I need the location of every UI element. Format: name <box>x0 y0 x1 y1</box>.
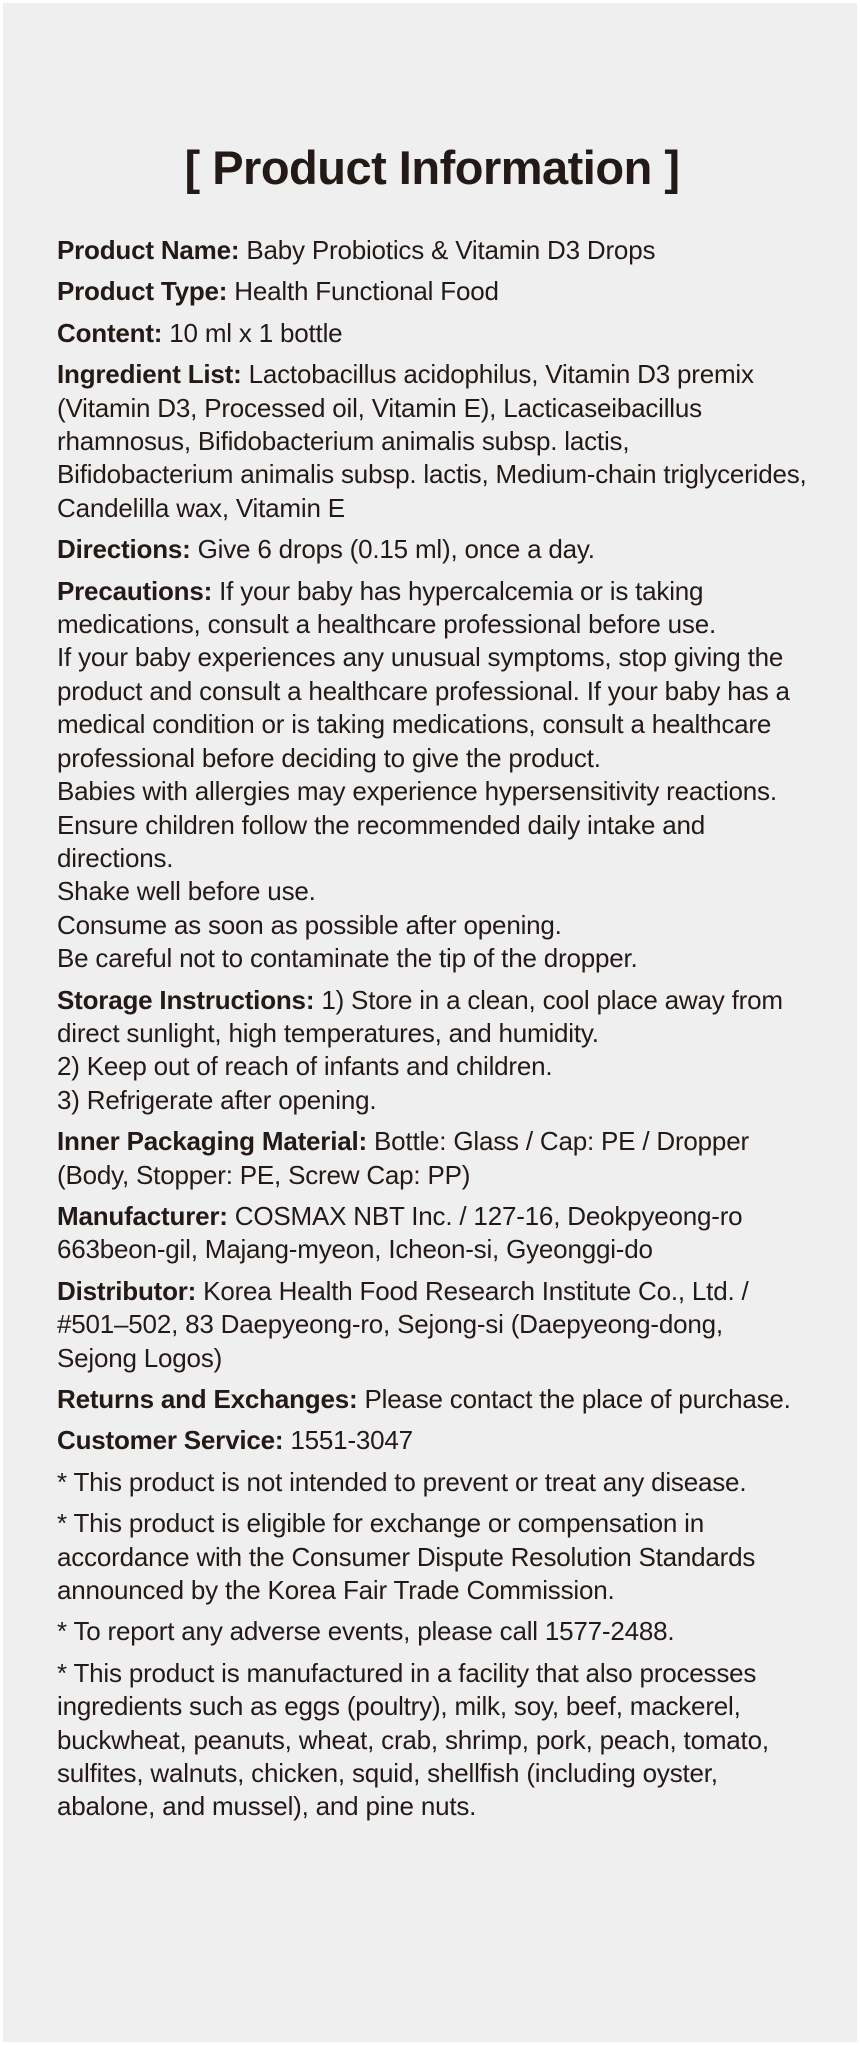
precautions-line: Consume as soon as possible after opening. <box>57 909 562 940</box>
inner-packaging-label: Inner Packaging Material: <box>57 1126 367 1157</box>
content-value: 10 ml x 1 bottle <box>169 317 343 348</box>
note: * This product is eligible for exchange or compensation in accordance with the Consumer Dispute Resolution Standards announced by the Korea Fair Trade Commission. <box>57 1508 756 1606</box>
directions-label: Directions: <box>57 534 191 565</box>
precautions-line: Shake well before use. <box>57 876 316 907</box>
distributor-value: Korea Health Food Research Institute Co., Ltd. / #501–502, 83 Daepyeong-ro, Sejong-si (Daepyeong-dong, Sejong Logos) <box>57 1275 749 1373</box>
note: * This product is not intended to prevent or treat any disease. <box>57 1466 747 1497</box>
product-type-label: Product Type: <box>57 276 228 307</box>
content-label: Content: <box>57 317 163 348</box>
customer-service-row <box>57 1424 807 1457</box>
inner-packaging-value: Bottle: Glass / Cap: PE / Dropper (Body, Stopper: PE, Screw Cap: PP) <box>57 1126 749 1190</box>
customer-service-value: 1551-3047 <box>290 1425 413 1456</box>
ingredient-list-value: Lactobacillus acidophilus, Vitamin D3 premix (Vitamin D3, Processed oil, Vitamin E), Lacticaseibacillus rhamnosus, Bifidobacterium animalis subsp. lactis, Bifidobacterium animalis subsp. lactis, Medium-chain triglycerides, Candelilla wax, Vitamin E <box>57 359 807 523</box>
manufacturer-label: Manufacturer: <box>57 1200 228 1231</box>
product-name-value: Baby Probiotics & Vitamin D3 Drops <box>246 235 656 265</box>
storage-line: 2) Keep out of reach of infants and children. <box>57 1051 553 1082</box>
page-title: [ Product Information ] <box>184 141 680 194</box>
directions-row <box>57 533 807 566</box>
precautions-line: Be careful not to contaminate the tip of the dropper. <box>57 943 638 974</box>
note: * This product is manufactured in a facility that also processes ingredients such as eggs (poultry), milk, soy, beef, mackerel, buckwheat, peanuts, wheat, crab, shrimp, pork, peach, tomato, sulfites, walnuts, chicken, squid, shellfish (including oyster, abalone, and mussel), and pine nuts. <box>57 1657 769 1822</box>
product-name-row <box>57 234 807 267</box>
precautions-row <box>57 575 807 976</box>
precautions-line: If your baby experiences any unusual symptoms, stop giving the product and consult a healthcare professional. If your baby has a medical condition or is taking medications, consult a healthcare professional before deciding to give the product. <box>57 642 790 773</box>
storage-line: 1) Store in a clean, cool place away from direct sunlight, high temperatures, and humidity. <box>57 984 783 1048</box>
inner-packaging-row <box>57 1125 807 1192</box>
manufacturer-row <box>57 1200 807 1267</box>
product-info-panel <box>3 3 857 2042</box>
precautions-line: If your baby has hypercalcemia or is taking medications, consult a healthcare professional before use. <box>57 575 717 640</box>
customer-service-label: Customer Service: <box>57 1425 284 1456</box>
note: * To report any adverse events, please call 1577-2488. <box>57 1616 675 1647</box>
precautions-line: Babies with allergies may experience hypersensitivity reactions. Ensure children follow the recommended daily intake and directions. <box>57 776 777 873</box>
returns-label: Returns and Exchanges: <box>57 1384 358 1414</box>
manufacturer-value: COSMAX NBT Inc. / 127-16, Deokpyeong-ro 663beon-gil, Majang-myeon, Icheon-si, Gyeonggi-do <box>57 1200 743 1265</box>
product-type-row <box>57 275 807 308</box>
storage-row <box>57 984 807 1118</box>
returns-value: Please contact the place of purchase. <box>364 1384 791 1414</box>
distributor-row <box>57 1275 807 1375</box>
directions-value: Give 6 drops (0.15 ml), once a day. <box>197 534 595 565</box>
product-name-label: Product Name: <box>57 235 240 265</box>
product-type-value: Health Functional Food <box>234 276 499 307</box>
distributor-label: Distributor: <box>57 1275 197 1306</box>
storage-line: 3) Refrigerate after opening. <box>57 1084 377 1115</box>
storage-label: Storage Instructions: <box>57 984 315 1015</box>
precautions-label: Precautions: <box>57 575 213 606</box>
content-row <box>57 317 807 350</box>
ingredient-list-row <box>57 358 807 525</box>
ingredient-list-label: Ingredient List: <box>57 359 242 390</box>
returns-row <box>57 1383 807 1416</box>
